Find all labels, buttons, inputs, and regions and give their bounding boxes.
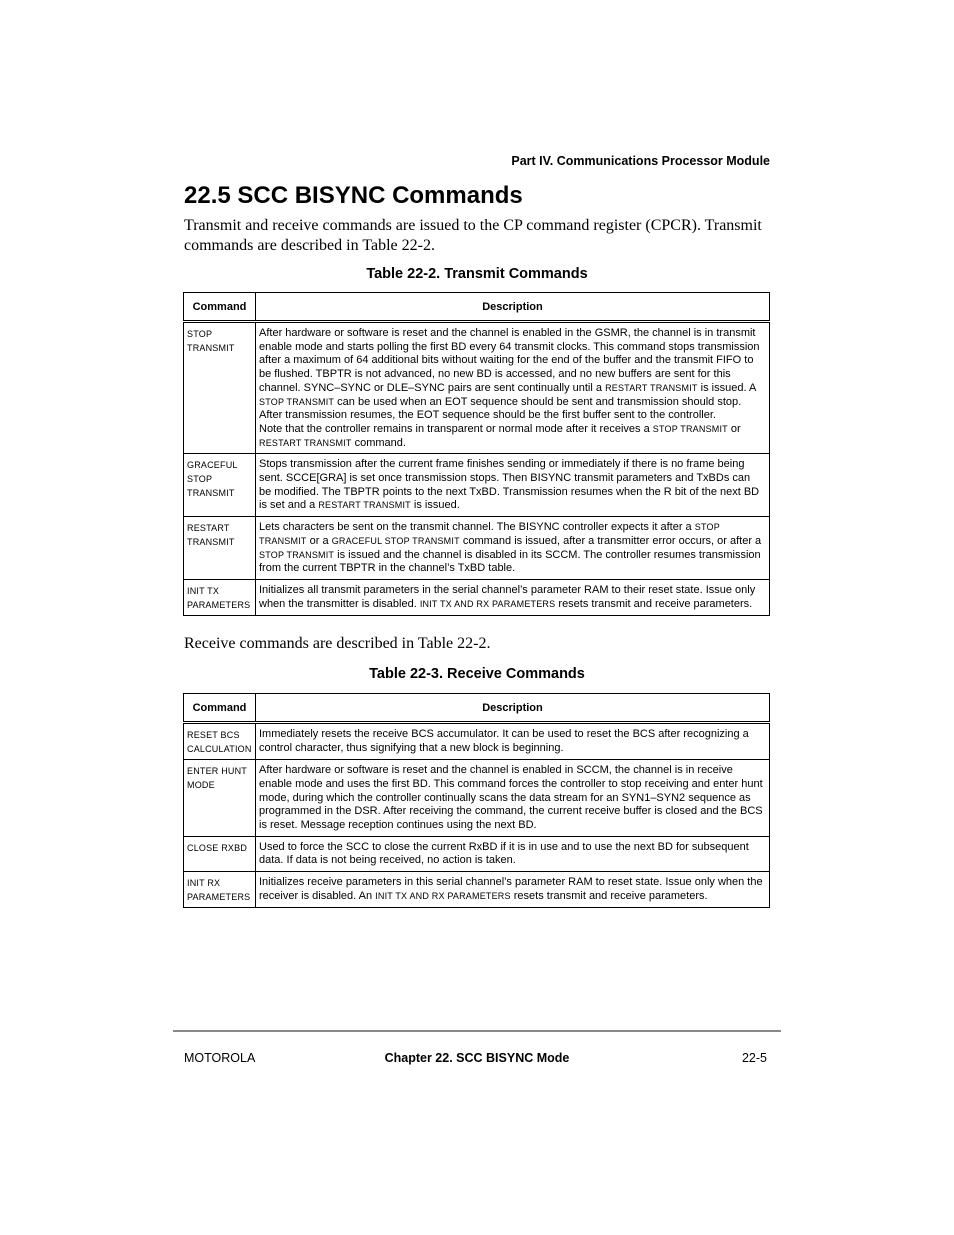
table-row xyxy=(184,454,770,517)
section-title: 22.5 SCC BISYNC Commands xyxy=(184,182,523,209)
footer-divider xyxy=(173,1030,781,1032)
description-text: resets transmit and receive parameters. xyxy=(555,597,753,610)
transmit-commands-table xyxy=(183,292,770,616)
command-name-line: ENTER HUNT xyxy=(187,766,247,777)
table-row xyxy=(184,872,770,908)
description-text: Note that the controller remains in transparent or normal mode after it receives a xyxy=(259,422,653,435)
description-text: Stops transmission after the current frame finishes sending or immediately if there is no frame being sent. SCCE[GRA] is set once transmission stops. Then BISYNC transmit parameters and TxBDs can be modified. The TBPTR points to the next TxBD. Transmission resumes when the R bit of the next BD is set and a xyxy=(259,458,760,512)
command-name-line: INIT TX xyxy=(187,585,220,596)
description-text: Used to force the SCC to close the current RxBD if it is in use and to use the next BD for subsequent data. If data is not being received, no action is taken. xyxy=(259,840,749,867)
footer-page-number: 22-5 xyxy=(741,1051,767,1065)
description-text: is issued and the channel is disabled in its SCCM. The controller resumes transmission from the current TBPTR in the channel’s TxBD table. xyxy=(259,548,761,575)
description-text: After hardware or software is reset and the channel is enabled in the GSMR, the channel is in transmit enable mode and starts polling the first BD every 64 transmit clocks. This command stops transmission after a maximum of 64 additional bits without waiting for the end of the buffer and the transmit FIFO to be flushed. TBPTR is not advanced, no new BD is accessed, and no new buffers are sent for this channel. SYNC–SYNC or DLE–SYNC pairs are sent continually until a xyxy=(259,327,760,394)
description-text: resets transmit and receive parameters. xyxy=(510,889,708,902)
table-header-row xyxy=(184,293,770,322)
command-cell xyxy=(184,872,256,908)
footer-publisher: MOTOROLA xyxy=(184,1051,256,1065)
command-name-line: TRANSMIT xyxy=(187,487,235,498)
command-cell xyxy=(184,322,256,454)
command-cell xyxy=(184,836,256,871)
command-reference: STOP TRANSMIT xyxy=(259,549,335,560)
command-name-line: RESTART xyxy=(187,523,230,534)
command-cell xyxy=(184,517,256,580)
description-text: or xyxy=(727,422,741,435)
command-name-line: CALCULATION xyxy=(187,743,252,754)
command-reference: GRACEFUL STOP TRANSMIT xyxy=(331,535,460,546)
description-text: command. xyxy=(351,436,406,449)
column-header-description: Description xyxy=(256,694,770,723)
description-text: can be used when an EOT sequence should be sent and transmission should stop. After transmission resumes, the EOT sequence should be the first buffer sent to the controller. xyxy=(259,395,742,422)
table-row xyxy=(184,322,770,454)
command-name-line: PARAMETERS xyxy=(187,599,251,610)
command-reference: INIT TX AND RX PARAMETERS xyxy=(375,890,511,901)
command-name-line: PARAMETERS xyxy=(187,891,251,902)
description-cell xyxy=(256,579,770,615)
description-cell xyxy=(256,760,770,837)
receive-intro-paragraph: Receive commands are described in Table 22-2. xyxy=(184,635,491,652)
command-reference: STOP TRANSMIT xyxy=(652,423,728,434)
description-cell xyxy=(256,517,770,580)
command-reference: RESTART TRANSMIT xyxy=(259,437,352,448)
command-reference: STOP TRANSMIT xyxy=(259,522,720,546)
receive-commands-table xyxy=(183,693,770,908)
column-header-command: Command xyxy=(184,293,256,322)
description-text: After hardware or software is reset and the channel is enabled in SCCM, the channel is in receive enable mode and uses the first BD. This command forces the controller to stop receiving and enter hunt mode, during which the controller continually scans the data stream for an SYN1–SYN2 sequence as programmed in the DSR. After receiving the command, the current receive buffer is closed and the BCS is reset. Message reception continues using the next BD. xyxy=(259,764,763,831)
table-row xyxy=(184,723,770,760)
command-name-line: STOP xyxy=(187,473,213,484)
command-reference: RESTART TRANSMIT xyxy=(605,382,698,393)
command-name-line: INIT RX xyxy=(187,878,221,889)
command-reference: INIT TX AND RX PARAMETERS xyxy=(419,598,556,609)
table-row xyxy=(184,760,770,837)
command-cell xyxy=(184,454,256,517)
description-text: Initializes all transmit parameters in the serial channel’s parameter RAM to their reset state. Issue only when the transmitter is disabled. xyxy=(259,583,756,610)
table-header-row xyxy=(184,694,770,723)
description-text: command is issued, after a transmitter error occurs, or after a xyxy=(459,534,762,547)
command-reference: RESTART TRANSMIT xyxy=(318,500,411,511)
table-row xyxy=(184,836,770,871)
transmit-table-caption: Table 22-2. Transmit Commands xyxy=(366,266,588,282)
description-text: is issued. A xyxy=(697,381,756,394)
command-cell xyxy=(184,579,256,615)
running-header: Part IV. Communications Processor Module xyxy=(511,154,770,168)
description-cell xyxy=(256,836,770,871)
table-row xyxy=(184,579,770,615)
description-cell xyxy=(256,454,770,517)
description-text: Initializes receive parameters in this serial channel’s parameter RAM to reset state. Issue only when the receiver is disabled. An xyxy=(259,876,763,902)
command-name-line: GRACEFUL xyxy=(187,460,238,471)
section-intro-paragraph: Transmit and receive commands are issued to the CP command register (CPCR). Transmit commands are described in Table 22-2. xyxy=(184,217,762,254)
command-name-line: CLOSE RXBD xyxy=(187,842,248,853)
table-row xyxy=(184,517,770,580)
description-text: Immediately resets the receive BCS accumulator. It can be used to reset the BCS after recognizing a control character, thus signifying that a new block is beginning. xyxy=(259,728,749,754)
command-reference: STOP TRANSMIT xyxy=(259,396,335,407)
description-text: Lets characters be sent on the transmit channel. The BISYNC controller expects it after a xyxy=(259,521,695,534)
column-header-command: Command xyxy=(184,694,256,723)
column-header-description: Description xyxy=(256,293,770,322)
command-cell xyxy=(184,723,256,760)
command-name-line: TRANSMIT xyxy=(187,536,235,547)
description-text: is issued. xyxy=(410,499,460,512)
command-name-line: RESET BCS xyxy=(187,730,240,740)
description-cell xyxy=(256,872,770,908)
command-cell xyxy=(184,760,256,837)
command-name-line: STOP xyxy=(187,329,213,339)
description-cell xyxy=(256,723,770,760)
receive-table-caption: Table 22-3. Receive Commands xyxy=(369,666,585,682)
command-name-line: MODE xyxy=(187,779,215,790)
command-name-line: TRANSMIT xyxy=(187,342,235,353)
footer-chapter-title: Chapter 22. SCC BISYNC Mode xyxy=(384,1051,570,1065)
description-text: or a xyxy=(306,534,332,547)
description-cell xyxy=(256,322,770,454)
